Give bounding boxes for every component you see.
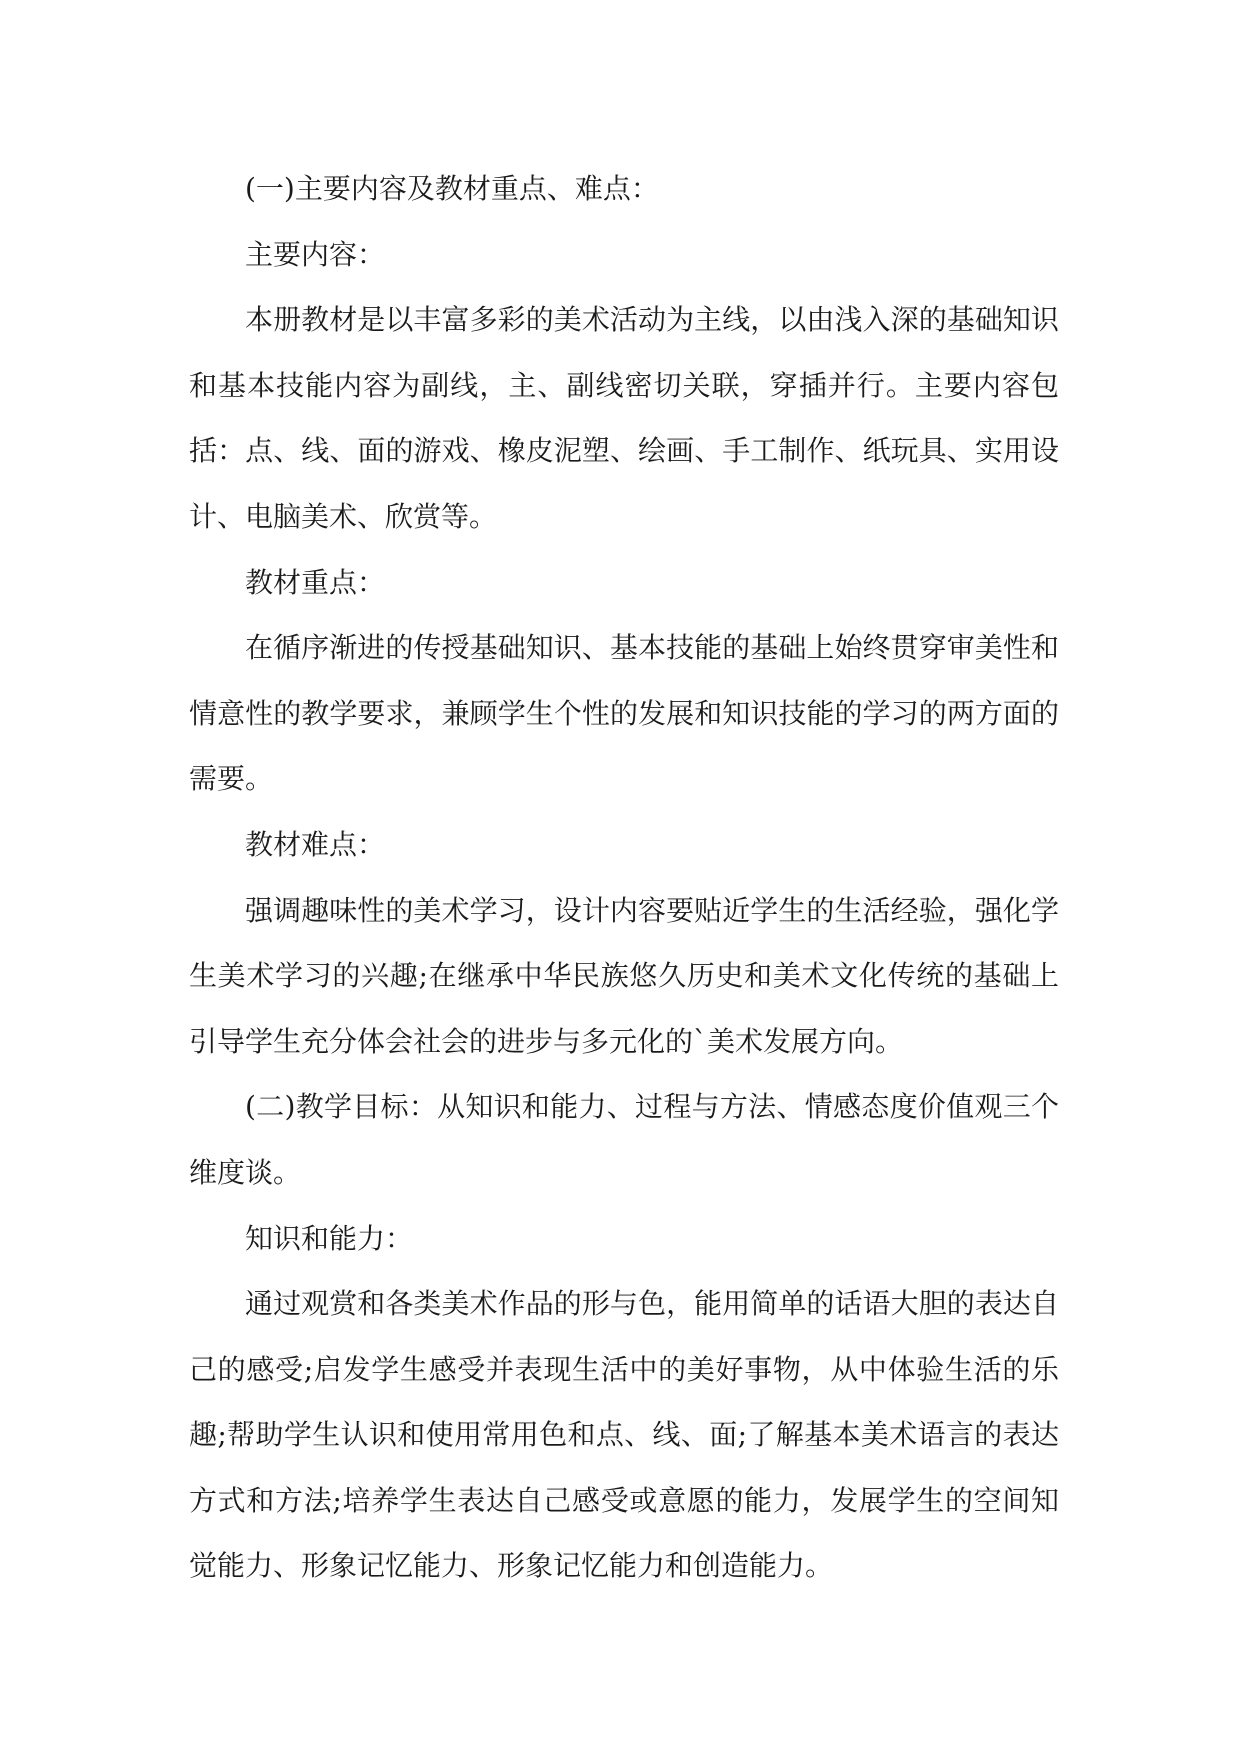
subheading-knowledge-ability: 知识和能力：: [245, 1221, 414, 1255]
document-body: [189, 156, 1059, 1599]
paragraph-key-points: 在循序渐进的传授基础知识、基本技能的基础上始终贯穿审美性和情意性的教学要求，兼顾学生个性的发展和知识技能的学习的两方面的需要。: [189, 631, 1059, 796]
subheading-main-content: 主要内容：: [245, 237, 386, 271]
paragraph-main-content: 本册教材是以丰富多彩的美术活动为主线，以由浅入深的基础知识和基本技能内容为副线，主、副线密切关联，穿插并行。主要内容包括：点、线、面的游戏、橡皮泥塑、绘画、手工制作、纸玩具、实用设计、电脑美术、欣赏等。: [189, 303, 1059, 533]
paragraph-difficulties: 强调趣味性的美术学习，设计内容要贴近学生的生活经验，强化学生美术学习的兴趣;在继承中华民族悠久历史和美术文化传统的基础上引导学生充分体会社会的进步与多元化的`美术发展方向。: [189, 893, 1059, 1058]
subheading-key-points: 教材重点：: [245, 565, 386, 599]
subheading-difficulties: 教材难点：: [245, 827, 386, 861]
section-heading-objectives: (二)教学目标：从知识和能力、过程与方法、情感态度价值观三个维度谈。: [189, 1090, 1059, 1189]
section-heading-main-content: (一)主要内容及教材重点、难点：: [245, 172, 659, 205]
paragraph-knowledge-ability: 通过观赏和各类美术作品的形与色，能用简单的话语大胆的表达自己的感受;启发学生感受并表现生活中的美好事物，从中体验生活的乐趣;帮助学生认识和使用常用色和点、线、面;了解基本美术语言的表达方式和方法;培养学生表达自己感受或意愿的能力，发展学生的空间知觉能力、形象记忆能力、形象记忆能力和创造能力。: [189, 1287, 1059, 1583]
